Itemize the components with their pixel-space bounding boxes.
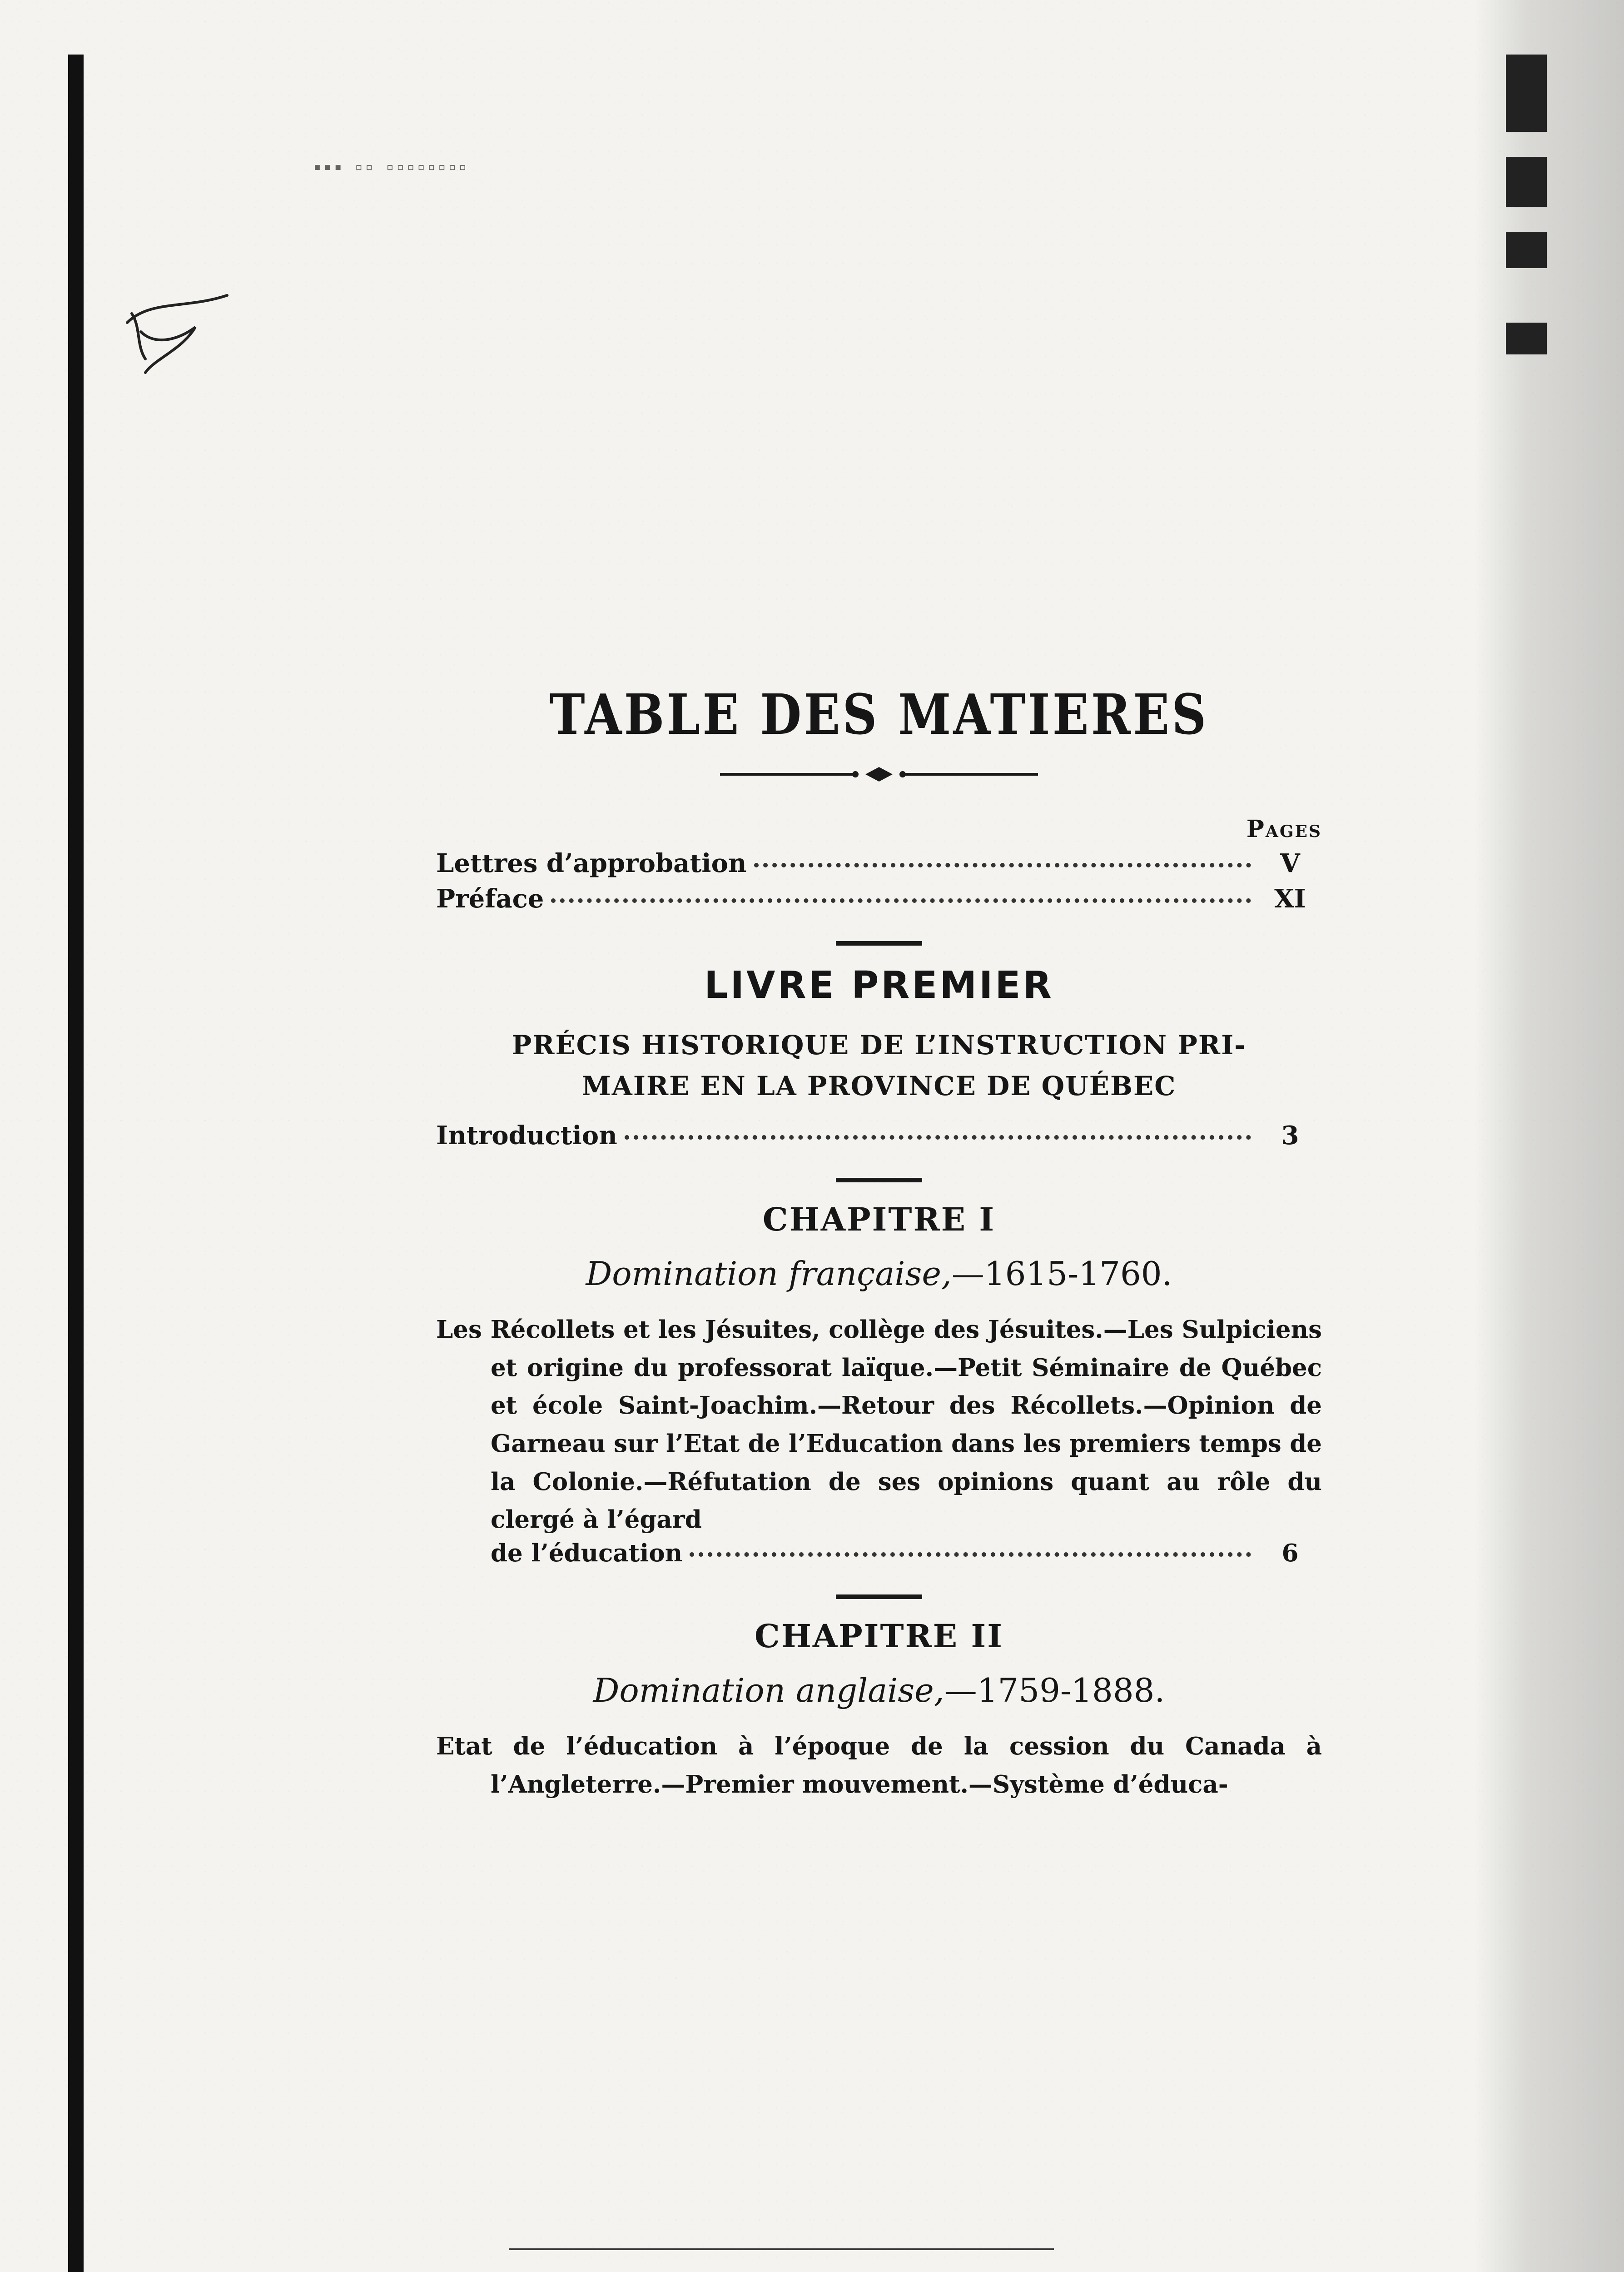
book-subtitle: PRÉCIS HISTORIQUE DE L’INSTRUCTION PRI- MAIRE EN LA PROVINCE DE QUÉBEC — [512, 1030, 1247, 1101]
entry-page: 6 — [1281, 1539, 1299, 1568]
dot-leader — [551, 898, 1251, 903]
chapter-domination: Domination anglaise, — [593, 1671, 944, 1710]
entry-label: Préface — [436, 884, 544, 914]
chapter-summary: Etat de l’éducation à l’époque de la cession du Canada à l’Angleterre.—Premier mouvement.—Système d’éduca- — [436, 1732, 1322, 1799]
toc-entry-approbation — [436, 848, 1322, 878]
toc-entry-introduction — [436, 1121, 1322, 1151]
binding-edge — [68, 55, 84, 2272]
handwritten-mark — [114, 282, 250, 400]
entry-label: Introduction — [436, 1120, 617, 1151]
entry-page: 3 — [1281, 1120, 1299, 1151]
dot-leader — [690, 1552, 1251, 1557]
section-rule — [436, 1594, 1322, 1599]
entry-page: XI — [1274, 884, 1306, 914]
library-stamp: ▪▪▪ ▫▫ ▫▫▫▫▫▫▫▫ — [313, 159, 469, 174]
chapter-dates: —1615-1760. — [951, 1254, 1172, 1293]
chapter-summary: Les Récollets et les Jésuites, collège des Jésuites.—Les Sulpiciens et origine du professorat laïque.—Petit Séminaire de Québec et école Saint-Joachim.—Retour des Récollets.—Opinion de Garneau sur l’Etat de l’Education dans les premiers temps de la Colonie.—Réfutation de ses opinions quant au rôle du clergé à l’égard — [436, 1315, 1322, 1534]
table-of-contents — [436, 682, 1322, 1804]
chapter-subtitle — [436, 1671, 1322, 1709]
chapter-subtitle — [436, 1255, 1322, 1293]
chapter-heading: CHAPITRE II — [754, 1617, 1004, 1655]
bottom-rule — [509, 2236, 1054, 2263]
dot-leader — [754, 863, 1251, 867]
chapter-summary-end — [436, 1539, 1322, 1567]
dot-leader — [625, 1135, 1251, 1140]
entry-label: Lettres d’approbation — [436, 848, 747, 878]
entry-label: de l’éducation — [491, 1539, 683, 1568]
section-rule — [436, 941, 1322, 946]
chapter-dates: —1759-1888. — [944, 1671, 1165, 1710]
chapter-domination: Domination française, — [586, 1254, 952, 1293]
pages-column-label: Pages — [1246, 815, 1322, 843]
toc-entry-preface — [436, 884, 1322, 914]
entry-page: V — [1280, 848, 1300, 878]
section-rule — [436, 1178, 1322, 1182]
page-edge-shadow — [1474, 0, 1624, 2272]
scan-marks — [1506, 55, 1547, 379]
book-title: LIVRE PREMIER — [704, 964, 1054, 1007]
page-title: TABLE DES MATIERES — [549, 682, 1209, 747]
title-ornament — [436, 761, 1322, 788]
chapter-heading: CHAPITRE I — [762, 1200, 996, 1238]
